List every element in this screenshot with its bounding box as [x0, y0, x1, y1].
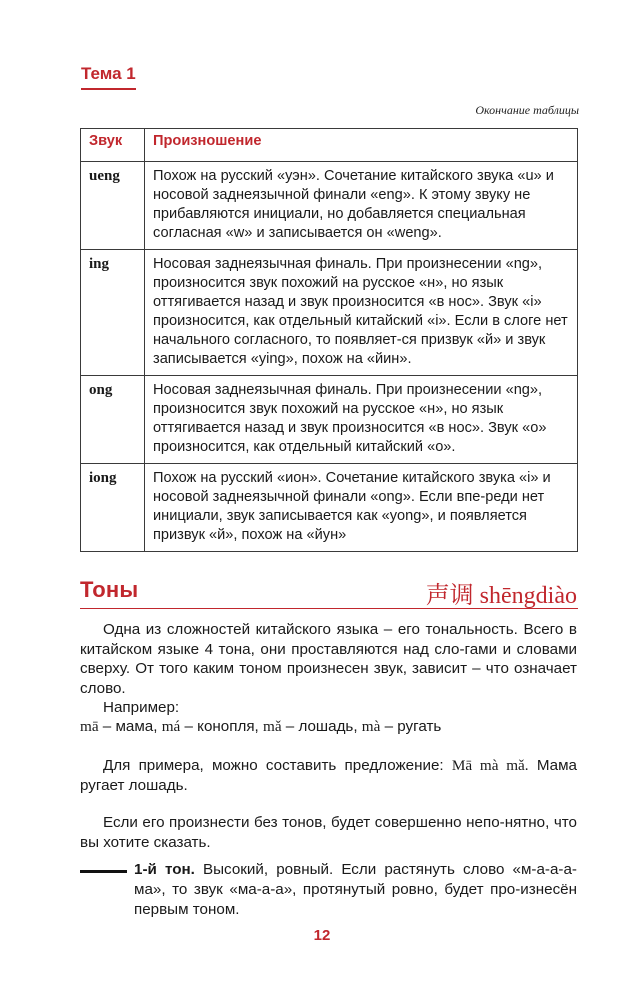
example-syllable: má	[161, 718, 181, 735]
example-meaning: мама	[115, 718, 154, 735]
table-row	[81, 464, 578, 552]
no-tones-paragraph: Если его произнести без тонов, будет совершенно непо-нятно, что вы хотите сказать.	[80, 814, 577, 851]
section-title-chinese: 声调 shēngdiào	[425, 583, 577, 609]
section-title	[80, 575, 577, 607]
example-sentence-pinyin: Mā mà mǎ.	[451, 757, 529, 774]
theme-label: Тема 1	[81, 64, 136, 90]
pronunciation-cell: Похож на русский «ион». Сочетание китайского звука «i» и носовой заднеязычной финали «ong». Если впе-реди нет инициали, звук записывается как «yong», и появляется призвук «й», похож на «йун»	[145, 464, 578, 552]
table-header-row	[81, 129, 578, 162]
pronunciation-table	[80, 128, 578, 552]
example-sentence-intro: Для примера, можно составить предложение:	[103, 757, 444, 774]
section-title-russian: Тоны	[80, 577, 139, 602]
table-row	[81, 162, 578, 250]
example-sentence-translation: Мама ругает лошадь.	[80, 757, 577, 794]
pronunciation-cell: Похож на русский «уэн». Сочетание китайского звука «u» и носовой заднеязычной финали «eng». К этому звуку не прибавляются инициали, но добавляется специальная согласная «w» и записывается он «weng».	[145, 162, 578, 250]
example-syllable: mā	[80, 718, 99, 735]
intro-paragraph: Одна из сложностей китайского языка – его тональность. Всего в китайском языке 4 тона, они проставляются над сло-гами и словами сверху. От того каким тоном произнесен звук, зависит – что означает слово.	[80, 621, 577, 697]
column-header-pronunciation: Произношение	[145, 129, 578, 162]
tone-1-label: 1-й тон.	[134, 861, 195, 878]
example-sentence-paragraph	[80, 756, 577, 795]
tone-1-text: Высокий, ровный. Если растянуть слово «м-а-а-а-ма», то звук «ма-а-а», протянутый ровно, будет про-изнесён первым тоном.	[134, 861, 577, 918]
sound-cell: ueng	[81, 162, 145, 250]
example-meaning: лошадь	[298, 718, 354, 735]
tone-1-description	[134, 860, 577, 920]
pronunciation-cell: Носовая заднеязычная финаль. При произнесении «ng», произносится звук похожий на русское «н», но язык оттягивается назад и звук произносится «в нос». Звук «i» произносится, как отдельный китайский «i». Если в слоге нет начального согласного, то появляет-ся призвук «й» и звук записывается «ying», похож на «йин».	[145, 250, 578, 376]
tone-1-contour-bar	[80, 870, 127, 873]
page-number: 12	[313, 927, 331, 944]
tone-examples: mā – мама, má – конопля, mǎ – лошадь, mà – ругать	[80, 718, 442, 735]
sound-cell: ing	[81, 250, 145, 376]
table-row	[81, 376, 578, 464]
table-continuation-note: Окончание таблицы	[475, 103, 579, 117]
sound-cell: ong	[81, 376, 145, 464]
sound-cell: iong	[81, 464, 145, 552]
pronunciation-cell: Носовая заднеязычная финаль. При произнесении «ng», произносится звук похожий на русское «н», но язык оттягивается назад и звук произносится «в нос». Звук «o» произносится, как отдельный китайский «o».	[145, 376, 578, 464]
column-header-sound: Звук	[81, 129, 145, 162]
section-divider	[80, 608, 578, 609]
example-meaning: ругать	[397, 718, 442, 735]
example-syllable: mǎ	[263, 718, 282, 735]
example-meaning: конопля	[197, 718, 255, 735]
example-label: Например:	[103, 699, 180, 716]
table-row	[81, 250, 578, 376]
example-syllable: mà	[361, 718, 381, 735]
